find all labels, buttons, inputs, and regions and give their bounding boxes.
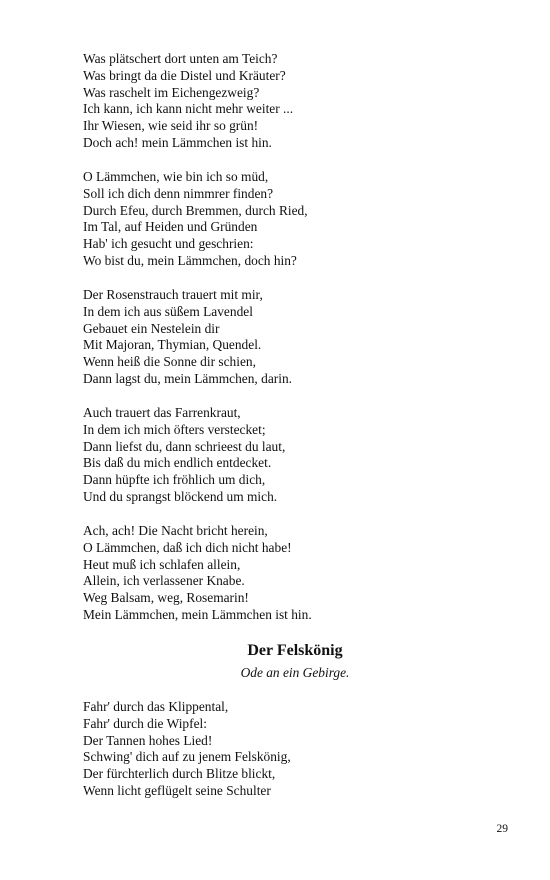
verse-line: Fahr' durch die Wipfel: — [83, 715, 207, 731]
stanza-2 — [83, 169, 513, 270]
verse-line: Wenn heiß die Sonne dir schien, — [83, 354, 256, 369]
verse-line: Wo bist du, mein Lämmchen, doch hin? — [83, 252, 297, 268]
verse-line: Heut muß ich schlafen allein, — [83, 556, 241, 572]
verse-line: Soll ich dich denn nimmrer finden? — [83, 185, 274, 201]
verse-line: Wenn licht geflügelt seine Schulter — [83, 782, 271, 798]
verse-line: Dann liefst du, dann schrieest du laut, — [83, 438, 286, 454]
poem-subtitle: Ode an ein Gebirge. — [240, 665, 350, 680]
stanza-3 — [83, 287, 513, 388]
verse-line: Allein, ich verlassener Knabe. — [83, 573, 245, 589]
verse-line: O Lämmchen, wie bin ich so müd, — [83, 169, 269, 184]
verse-line: Gebauet ein Nestelein dir — [83, 320, 220, 336]
poem-title: Der Felskönig — [247, 642, 343, 659]
verse-line: Der Tannen hohes Lied! — [83, 732, 213, 748]
verse-line: Bis daß du mich endlich entdecket. — [83, 455, 272, 471]
verse-line: Ich kann, ich kann nicht mehr weiter ... — [83, 101, 294, 117]
verse-line: Mein Lämmchen, mein Lämmchen ist hin. — [83, 606, 312, 622]
verse-line: O Lämmchen, daß ich dich nicht habe! — [83, 539, 292, 555]
verse-line: Dann hüpfte ich fröhlich um dich, — [83, 472, 266, 487]
verse-line: Was plätschert dort unten am Teich? — [83, 51, 278, 66]
stanza-felskoenig-1 — [83, 699, 513, 800]
verse-line: Ach, ach! Die Nacht bricht herein, — [83, 523, 268, 538]
verse-line: Durch Efeu, durch Bremmen, durch Ried, — [83, 202, 308, 218]
verse-line: Mit Majoran, Thymian, Quendel. — [83, 337, 262, 353]
page-number: 29 — [496, 823, 508, 835]
stanza-4 — [83, 405, 513, 506]
stanza-1 — [83, 51, 513, 152]
verse-line: In dem ich aus süßem Lavendel — [83, 303, 253, 319]
verse-line: Und du sprangst blöckend um mich. — [83, 488, 278, 504]
page-body — [83, 51, 513, 817]
verse-line: Schwing' dich auf zu jenem Felskönig, — [83, 749, 291, 765]
verse-line: Was raschelt im Eichengezweig? — [83, 84, 260, 100]
verse-line: Weg Balsam, weg, Rosemarin! — [83, 590, 249, 605]
verse-line: Fahr' durch das Klippental, — [83, 699, 229, 714]
verse-line: In dem ich mich öfters verstecket; — [83, 421, 266, 437]
verse-line: Ihr Wiesen, wie seid ihr so grün! — [83, 118, 259, 133]
verse-line: Im Tal, auf Heiden und Gründen — [83, 219, 258, 235]
verse-line: Auch trauert das Farrenkraut, — [83, 405, 241, 420]
stanza-5 — [83, 523, 513, 624]
verse-line: Doch ach! mein Lämmchen ist hin. — [83, 134, 272, 150]
verse-line: Was bringt da die Distel und Kräuter? — [83, 67, 286, 83]
verse-line: Der fürchterlich durch Blitze blickt, — [83, 766, 276, 781]
verse-line: Der Rosenstrauch trauert mit mir, — [83, 287, 263, 302]
verse-line: Dann lagst du, mein Lämmchen, darin. — [83, 370, 292, 386]
verse-line: Hab' ich gesucht und geschrien: — [83, 236, 254, 251]
